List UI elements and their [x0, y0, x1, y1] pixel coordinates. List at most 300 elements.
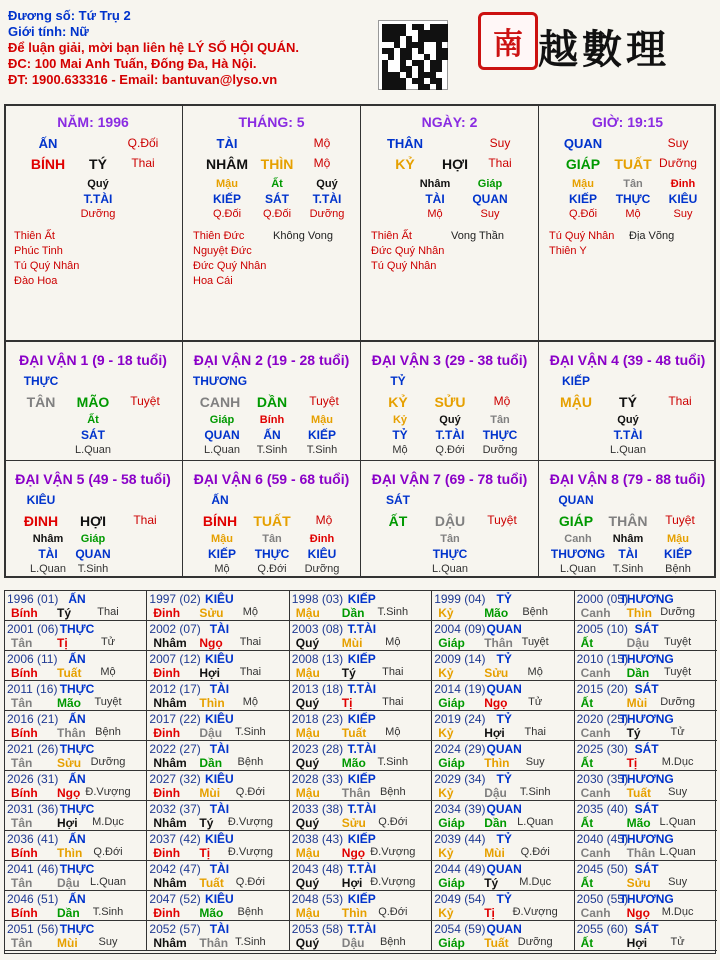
- year-cell: [290, 711, 432, 741]
- dai-van-hidden-god: KIÊU: [307, 547, 337, 561]
- year-stem: Bính: [11, 786, 38, 800]
- pillar-stem: BÍNH: [30, 156, 66, 172]
- hidden-phase: Mộ: [427, 208, 443, 220]
- year-label: 2033 (38): [291, 802, 344, 816]
- dai-van-7: [360, 460, 538, 578]
- hidden-stem: Đinh: [670, 178, 696, 190]
- year-god: T.TÀI: [347, 862, 377, 876]
- pillar-3: [538, 104, 716, 342]
- hidden-phase: Suy: [480, 208, 500, 220]
- year-phase: L.Quan: [659, 816, 696, 828]
- year-phase: Suy: [668, 786, 688, 798]
- year-label: 2024 (29): [434, 742, 486, 756]
- dai-van-hidden-stem: Mậu: [667, 533, 689, 545]
- year-label: 2017 (22): [149, 712, 201, 726]
- year-phase: T.Sinh: [377, 606, 409, 618]
- year-cell: [5, 711, 147, 741]
- year-branch: Dậu: [341, 936, 365, 950]
- year-god: THỰC: [59, 862, 95, 876]
- year-branch: Thìn: [484, 756, 510, 770]
- hidden-stem: Mậu: [572, 178, 594, 190]
- pillar-title: NGÀY: 2: [421, 114, 478, 130]
- dai-van-title: ĐẠI VẬN 7 (69 - 78 tuổi): [371, 471, 528, 487]
- dai-van-god: SÁT: [386, 493, 410, 507]
- year-stem: Bính: [11, 906, 38, 920]
- qr-module: [388, 54, 394, 60]
- year-phase: Dưỡng: [660, 606, 695, 618]
- qr-module: [442, 54, 448, 60]
- year-stem: Nhâm: [153, 696, 187, 710]
- dai-van-title: ĐẠI VẬN 3 (29 - 38 tuổi): [371, 352, 528, 368]
- year-stem: Bính: [11, 666, 38, 680]
- year-phase: Bệnh: [237, 756, 264, 768]
- star-item: Đức Quý Nhân: [371, 245, 445, 257]
- year-phase: Thai: [524, 726, 546, 738]
- dai-van-phase: Mộ: [315, 513, 333, 527]
- year-label: 2042 (47): [149, 862, 201, 876]
- dai-van-branch: DẦN: [256, 394, 288, 410]
- dai-van-hidden-phase: Dưỡng: [482, 444, 518, 456]
- year-cell: [575, 621, 717, 651]
- year-branch: Thân: [341, 786, 371, 800]
- year-god: THỰC: [59, 742, 95, 756]
- year-label: 2011 (16): [7, 682, 58, 696]
- pillar-title: NĂM: 1996: [57, 114, 129, 130]
- year-branch: Mùi: [626, 696, 648, 710]
- year-phase: Thai: [239, 636, 262, 648]
- year-cell: [432, 741, 574, 771]
- year-god: T.TÀI: [347, 622, 377, 636]
- star-item: Thiên Y: [549, 245, 587, 257]
- star-item: Nguyệt Đức: [193, 245, 252, 257]
- hidden-stem: Ất: [271, 178, 283, 190]
- year-stem: Giáp: [438, 816, 465, 830]
- dai-van-hidden-stem: Kỷ: [392, 414, 408, 426]
- year-branch: Mùi: [484, 846, 505, 860]
- year-branch: Tị: [199, 846, 211, 860]
- year-god: THƯƠNG: [619, 652, 674, 666]
- year-god: KIÊU: [205, 832, 234, 846]
- year-label: 2015 (20): [576, 682, 628, 696]
- star-item-right: Vong Thần: [451, 230, 505, 242]
- year-branch: Dậu: [199, 726, 223, 740]
- year-cell: [290, 831, 432, 861]
- year-cell: [575, 831, 717, 861]
- year-phase: T.Sinh: [92, 906, 124, 918]
- pillar-2: [360, 104, 538, 342]
- year-god: KIẾP: [347, 592, 376, 606]
- dai-van-phase: Thai: [133, 513, 157, 527]
- year-label: 2013 (18): [291, 682, 344, 696]
- year-phase: Tử: [100, 636, 116, 648]
- year-god: TÀI: [209, 742, 230, 756]
- year-cell: [5, 861, 147, 891]
- year-branch: Tý: [626, 726, 641, 740]
- year-god: THƯƠNG: [619, 772, 674, 786]
- dai-van-hidden-phase: T.Sinh: [256, 444, 288, 456]
- star-item: Đào Hoa: [14, 275, 58, 287]
- year-stem: Canh: [580, 726, 611, 740]
- year-phase: L.Quan: [517, 816, 554, 828]
- year-stem: Kỷ: [438, 666, 454, 680]
- dai-van-hidden-god: THƯƠNG: [550, 547, 606, 561]
- dai-van-hidden-god: THỰC: [254, 547, 290, 561]
- year-cell: [575, 681, 717, 711]
- year-stem: Ất: [580, 696, 594, 710]
- dai-van-hidden-god: THỰC: [482, 428, 518, 442]
- year-phase: Bệnh: [379, 786, 406, 798]
- year-branch: Thìn: [341, 906, 368, 920]
- dai-van-hidden-stem: Tân: [490, 414, 510, 426]
- year-phase: Dưỡng: [660, 696, 695, 708]
- year-branch: Tuất: [199, 876, 224, 890]
- year-label: 2029 (34): [434, 772, 486, 786]
- year-label: 2037 (42): [149, 832, 201, 846]
- year-label: 2001 (06): [7, 622, 59, 636]
- dai-van-hidden-phase: Mộ: [214, 563, 230, 575]
- year-god: T.TÀI: [347, 922, 377, 936]
- year-label: 2009 (14): [434, 652, 486, 666]
- year-god: QUAN: [486, 682, 522, 696]
- year-stem: Tân: [11, 696, 33, 710]
- year-phase: Mộ: [385, 726, 401, 738]
- star-item: Hoa Cái: [193, 275, 233, 287]
- year-branch: Tuất: [341, 726, 367, 740]
- year-god: TÀI: [209, 862, 230, 876]
- dai-van-god: THỰC: [23, 374, 59, 388]
- dai-van-branch: HỢI: [80, 513, 106, 529]
- dai-van-hidden-god: TÀI: [38, 547, 58, 561]
- dai-van-6: [182, 460, 360, 578]
- year-phase: Tử: [528, 696, 543, 708]
- dai-van-hidden-stem: Ất: [87, 414, 99, 426]
- year-god: SÁT: [634, 622, 659, 636]
- year-god: TỶ: [496, 652, 512, 666]
- year-phase: Bệnh: [95, 726, 121, 738]
- year-cell: [432, 831, 574, 861]
- year-cell: [147, 741, 289, 771]
- year-cell: [290, 651, 432, 681]
- year-god: QUAN: [486, 742, 522, 756]
- year-label: 2045 (50): [576, 862, 628, 876]
- year-stem: Canh: [580, 786, 611, 800]
- year-stem: Ất: [580, 876, 594, 890]
- year-god: KIÊU: [205, 652, 234, 666]
- year-label: 2002 (07): [149, 622, 201, 636]
- year-stem: Ất: [580, 756, 594, 770]
- hidden-phase: Suy: [673, 208, 693, 220]
- year-stem: Kỷ: [438, 606, 454, 620]
- dai-van-hidden-phase: L.Quan: [203, 444, 241, 456]
- dai-van-stem: MẬU: [560, 394, 592, 410]
- year-stem: Nhâm: [153, 756, 187, 770]
- year-phase: Mộ: [242, 696, 259, 708]
- dai-van-title: ĐẠI VẬN 8 (79 - 88 tuổi): [549, 471, 706, 487]
- year-phase: Đ.Vượng: [227, 846, 273, 858]
- year-cell: [290, 621, 432, 651]
- dai-van-hidden-stem: Mậu: [211, 533, 233, 545]
- dai-van-stem: GIÁP: [558, 513, 594, 529]
- year-label: 2052 (57): [149, 922, 201, 936]
- year-cell: [147, 651, 289, 681]
- year-branch: Thìn: [57, 846, 83, 860]
- dai-van-hidden-stem: Canh: [564, 533, 592, 545]
- year-branch: Thân: [626, 846, 656, 860]
- year-stem: Tân: [11, 936, 33, 950]
- year-cell: [290, 861, 432, 891]
- year-stem: Kỷ: [438, 726, 454, 740]
- year-phase: M.Dục: [661, 756, 694, 768]
- hidden-god: T.TÀI: [83, 192, 113, 206]
- year-phase: Q.Đới: [235, 786, 265, 798]
- year-branch: Ngọ: [57, 786, 81, 800]
- logo-seal: 南: [478, 12, 538, 70]
- pillar-phase: Dưỡng: [659, 156, 697, 170]
- year-branch: Dậu: [626, 636, 650, 650]
- year-cell: [290, 681, 432, 711]
- year-label: 2050 (55): [576, 892, 628, 906]
- year-god: TỶ: [496, 892, 512, 906]
- year-cell: [432, 861, 574, 891]
- year-god: SÁT: [634, 922, 659, 936]
- hidden-god: KIẾP: [568, 192, 598, 206]
- year-cell: [575, 711, 717, 741]
- year-cell: [5, 651, 147, 681]
- year-cell: [5, 591, 147, 621]
- year-stem: Mậu: [295, 666, 320, 680]
- year-phase: Tử: [670, 726, 685, 738]
- year-cell: [5, 801, 147, 831]
- dai-van-hidden-stem: Tân: [440, 533, 460, 545]
- subject-gender: Giới tính: Nữ: [8, 24, 89, 39]
- year-cell: [147, 801, 289, 831]
- year-cell: [147, 591, 289, 621]
- year-god: THƯƠNG: [619, 892, 674, 906]
- year-god: TÀI: [209, 622, 230, 636]
- star-item: Tú Quý Nhân: [371, 260, 437, 272]
- year-branch: Hợi: [57, 816, 78, 830]
- dai-van-title: ĐẠI VẬN 4 (39 - 48 tuổi): [549, 352, 706, 368]
- year-label: 2048 (53): [291, 892, 344, 906]
- dai-van-hidden-stem: Nhâm: [32, 533, 64, 545]
- year-god: TỶ: [496, 832, 512, 846]
- hidden-phase: Dưỡng: [309, 208, 345, 220]
- year-stem: Kỷ: [438, 906, 454, 920]
- year-phase: L.Quan: [89, 876, 127, 888]
- year-branch: Dần: [341, 606, 365, 620]
- hidden-stem: Giáp: [477, 178, 503, 190]
- year-cell: [147, 831, 289, 861]
- dai-van-title: ĐẠI VẬN 6 (59 - 68 tuổi): [193, 471, 350, 487]
- year-phase: Q.Đới: [378, 906, 408, 918]
- year-label: 2053 (58): [291, 922, 344, 936]
- contact-line-3: ĐT: 1900.633316 - Email: bantuvan@lyso.vn: [8, 72, 278, 87]
- year-phase: Thai: [382, 666, 404, 678]
- year-god: KIÊU: [205, 592, 234, 606]
- dai-van-hidden-stem: Nhâm: [612, 533, 644, 545]
- year-phase: Suy: [525, 756, 545, 768]
- dai-van-hidden-god: KIẾP: [207, 547, 237, 561]
- hidden-god: QUAN: [472, 192, 508, 206]
- dai-van-3: [360, 342, 538, 460]
- hidden-stem: Quý: [316, 178, 338, 190]
- dai-van-title: ĐẠI VẬN 1 (9 - 18 tuổi): [19, 352, 167, 368]
- year-branch: Sửu: [57, 756, 82, 770]
- year-label: 2031 (36): [7, 802, 59, 816]
- year-stem: Ất: [580, 936, 594, 950]
- year-cell: [5, 681, 147, 711]
- dai-van-hidden-stem: Quý: [439, 414, 461, 426]
- year-branch: Tý: [341, 666, 356, 680]
- year-cell: [5, 831, 147, 861]
- year-phase: Đ.Vượng: [227, 816, 273, 828]
- dai-van-hidden-god: KIẾP: [307, 428, 337, 442]
- year-label: 2000 (05): [576, 592, 628, 606]
- year-branch: Mão: [341, 756, 366, 770]
- pillar-branch: HỢI: [442, 156, 468, 172]
- dai-van-hidden-stem: Mậu: [311, 414, 333, 426]
- dai-van-hidden-god: T.TÀI: [613, 428, 643, 442]
- year-label: 2018 (23): [291, 712, 344, 726]
- year-cell: [290, 591, 432, 621]
- year-stem: Canh: [580, 846, 611, 860]
- dai-van-hidden-god: T.TÀI: [435, 428, 465, 442]
- year-stem: Quý: [295, 876, 320, 890]
- year-god: SÁT: [634, 742, 659, 756]
- year-stem: Giáp: [438, 696, 465, 710]
- year-label: 2041 (46): [7, 862, 59, 876]
- year-branch: Mão: [199, 906, 224, 920]
- star-item-right: Không Vong: [273, 230, 333, 242]
- year-stem: Tân: [11, 816, 33, 830]
- year-label: 2051 (56): [7, 922, 59, 936]
- year-branch: Sửu: [341, 816, 366, 830]
- year-label: 2016 (21): [7, 712, 59, 726]
- year-branch: Sửu: [484, 666, 509, 680]
- year-branch: Tị: [57, 636, 68, 650]
- pillar-god: ẤN: [38, 136, 58, 151]
- year-phase: T.Sinh: [377, 756, 409, 768]
- year-label: 2003 (08): [291, 622, 344, 636]
- year-branch: Tuất: [57, 666, 82, 680]
- logo: [478, 12, 714, 72]
- year-label: 2028 (33): [291, 772, 344, 786]
- year-cell: [432, 651, 574, 681]
- annual-luck-grid: [4, 590, 716, 954]
- year-phase: Đ.Vượng: [512, 906, 558, 918]
- hidden-stem: Nhâm: [419, 178, 451, 190]
- dai-van-hidden-god: THỰC: [432, 547, 468, 561]
- dai-van-hidden-stem: Đinh: [309, 533, 335, 545]
- year-branch: Tý: [484, 876, 499, 890]
- year-label: 1996 (01): [7, 592, 59, 606]
- pillar-stem: KỶ: [395, 156, 415, 172]
- hidden-phase: Q.Đối: [212, 208, 242, 220]
- star-item: Thiên Đức: [193, 230, 245, 242]
- year-label: 2014 (19): [434, 682, 486, 696]
- pillar-god-phase: Suy: [489, 136, 511, 150]
- year-stem: Giáp: [438, 636, 465, 650]
- year-phase: T.Sinh: [235, 726, 266, 738]
- dai-van-god: ẤN: [211, 493, 229, 507]
- year-cell: [432, 921, 574, 951]
- year-branch: Dần: [57, 906, 80, 920]
- dai-van-hidden-phase: T.Sinh: [77, 563, 109, 575]
- year-phase: Đ.Vượng: [85, 786, 131, 798]
- hidden-stem: Mậu: [216, 178, 238, 190]
- year-label: 2025 (30): [576, 742, 628, 756]
- dai-van-hidden-phase: Dưỡng: [304, 563, 340, 575]
- year-branch: Dậu: [484, 786, 507, 800]
- year-cell: [575, 771, 717, 801]
- year-label: 2007 (12): [149, 652, 201, 666]
- year-branch: Hợi: [626, 936, 648, 950]
- year-phase: L.Quan: [659, 846, 696, 858]
- year-branch: Tuất: [484, 936, 509, 950]
- year-god: KIÊU: [205, 892, 234, 906]
- year-branch: Ngọ: [626, 906, 650, 920]
- dai-van-branch: TÝ: [619, 394, 637, 410]
- year-god: THƯƠNG: [619, 712, 674, 726]
- dai-van-hidden-phase: T.Sinh: [306, 444, 338, 456]
- dai-van-god: QUAN: [558, 493, 594, 507]
- year-phase: Thai: [239, 666, 262, 678]
- dai-van-hidden-god: QUAN: [204, 428, 240, 442]
- dai-van-1: [4, 342, 182, 460]
- year-god: THƯƠNG: [619, 832, 674, 846]
- year-label: 1999 (04): [434, 592, 486, 606]
- year-god: SÁT: [634, 682, 659, 696]
- dai-van-stem: CANH: [199, 394, 241, 410]
- year-branch: Mùi: [199, 786, 221, 800]
- qr-module: [400, 84, 406, 90]
- year-stem: Mậu: [295, 726, 320, 740]
- year-branch: Tý: [199, 816, 214, 830]
- dai-van-hidden-god: ẤN: [263, 428, 281, 442]
- year-stem: Giáp: [438, 756, 465, 770]
- dai-van-hidden-stem: Bính: [259, 414, 285, 426]
- dai-van-stem: ĐINH: [23, 513, 59, 529]
- year-label: 2049 (54): [434, 892, 486, 906]
- year-phase: Đ.Vượng: [370, 876, 416, 888]
- year-stem: Đinh: [153, 846, 181, 860]
- dai-van-hidden-phase: T.Sinh: [612, 563, 644, 575]
- year-stem: Nhâm: [153, 816, 187, 830]
- year-branch: Hợi: [199, 666, 220, 680]
- year-stem: Bính: [11, 606, 38, 620]
- dai-van-stem: ẤT: [388, 513, 408, 529]
- year-stem: Canh: [580, 606, 611, 620]
- year-stem: Đinh: [153, 786, 181, 800]
- year-label: 2020 (25): [576, 712, 628, 726]
- year-god: TÀI: [209, 922, 230, 936]
- year-label: 2040 (45): [576, 832, 628, 846]
- pillar-branch: THÌN: [260, 156, 294, 172]
- year-stem: Ất: [580, 816, 594, 830]
- pillar-god: TÀI: [216, 136, 238, 151]
- year-god: T.TÀI: [347, 682, 377, 696]
- dai-van-2: [182, 342, 360, 460]
- year-stem: Tân: [11, 876, 33, 890]
- hidden-phase: Dưỡng: [80, 208, 116, 220]
- year-branch: Thân: [57, 726, 86, 740]
- star-item: Thiên Ất: [371, 230, 412, 242]
- year-cell: [575, 921, 717, 951]
- year-god: TỶ: [496, 592, 512, 606]
- year-branch: Dần: [199, 756, 223, 770]
- year-branch: Hợi: [484, 726, 505, 740]
- year-stem: Canh: [580, 666, 611, 680]
